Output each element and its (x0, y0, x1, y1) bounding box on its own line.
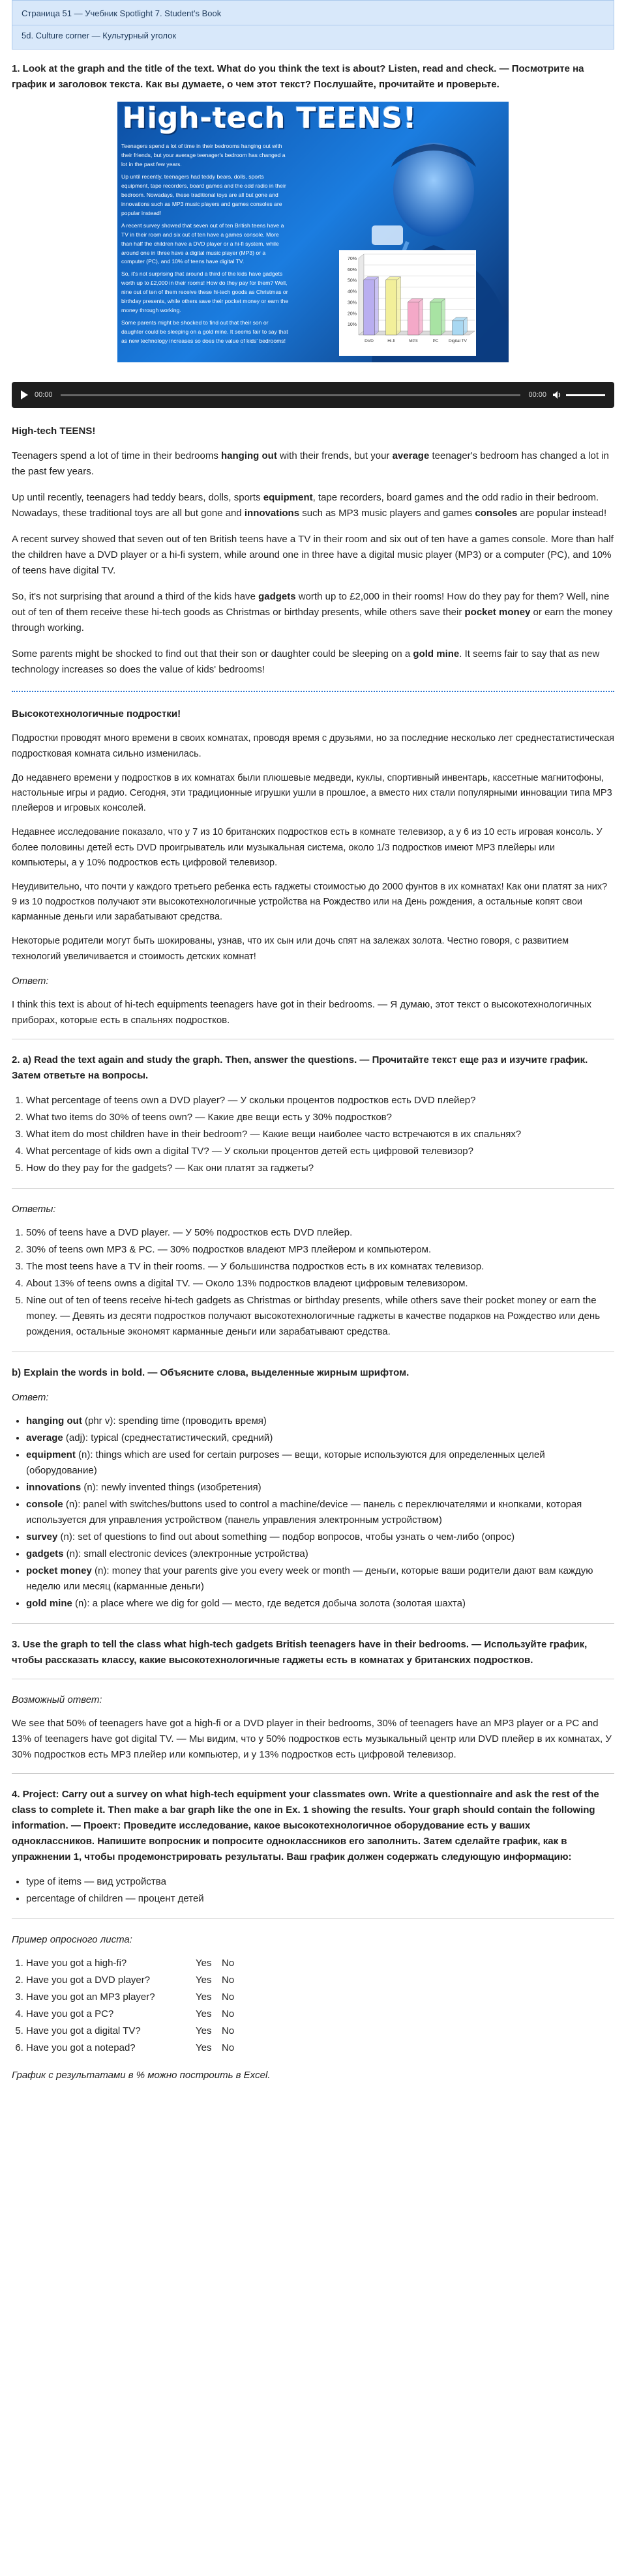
bold-word: consoles (475, 508, 518, 519)
survey-list (12, 1956, 614, 2056)
bold-word: innovations (244, 508, 300, 519)
bold-word: equipment (263, 492, 313, 504)
survey-item (26, 2023, 614, 2039)
glossary-item (26, 1596, 614, 1612)
possible-answer-label: Возможный ответ: (12, 1694, 102, 1705)
glossary-def: (phr v): spending time (проводить время) (82, 1415, 267, 1426)
yes-option: Yes (196, 1974, 212, 1986)
audio-current-time: 00:00 (35, 390, 53, 399)
text: , tape recorders, board games and the odd radio in their bedroom. Nowadays, these traditional toys are all but gone and (12, 492, 599, 519)
yes-option: Yes (196, 1991, 212, 2003)
chart-bar (363, 280, 374, 335)
answer-3: We see that 50% of teenagers have got a high-fi or a DVD player in their bedrooms, 30% of teenagers have an MP3 player or a PC and 13% of teenagers have got digital TV. — Мы видим, что у 50% подростков есть музыкальный центр или DVD плейер в их комнатах, У 30% подростков есть MP3 плейер или компьютер, и у 13% подростков есть цифровой телевизор. (12, 1717, 612, 1760)
bold-word: gold mine (413, 648, 460, 660)
no-option: No (222, 2025, 235, 2036)
text: . It seems fair to say that as new technology increases so does the value of kids' bedrooms! (12, 648, 600, 676)
paragraph-ru: Неудивительно, что почти у каждого третьего ребенка есть гаджеты стоимостью до 2000 фунтов в их комнатах! Как они платят за них? 9 из 10 подростков получают эти высокотехнологичные устройства на Рождество или на День рождения, а остальные копят свои карманные деньги или зарабатывают средства. (12, 881, 608, 923)
paragraph-en-5 (12, 646, 614, 678)
questions-list (12, 1093, 614, 1176)
glossary-def: (n): panel with switches/buttons used to control a machine/device — панель с переключателями и кнопками, которая используется для управления устройством (панель управления электронным устройством) (26, 1498, 582, 1526)
survey-question: Have you got a PC? (26, 2008, 114, 2019)
answers-list (12, 1225, 614, 1340)
chart-tick-label: 10% (347, 323, 357, 328)
paragraph-en-2 (12, 490, 614, 521)
text: Teenagers spend a lot of time in their bedrooms (12, 450, 222, 462)
audio-progress-bar[interactable] (61, 394, 521, 396)
glossary-def: (n): money that your parents give you every week or month — деньги, которые ваши родители дают вам каждую неделю или месяц (карманные деньги) (26, 1565, 593, 1592)
text: worth up to £2,000 in their rooms! How do they pay for them? Well, nine out of ten of them receive these hi-tech goods as Christmas or birthday presents, while others save their (12, 591, 610, 618)
volume-icon[interactable] (553, 391, 562, 399)
figure-wrap (12, 102, 614, 368)
list-item: 1. What percentage of teens own a DVD player? — У скольки процентов подростков есть DVD плейер? (26, 1093, 614, 1108)
poster-paragraph: Up until recently, teenagers had teddy bears, dolls, sports equipment, tape recorders, board games and the odd radio in their bedroom. Nowadays, these traditional toys are all but gone and innovations such as MP3 music players and games consoles are popular instead! (121, 173, 286, 216)
chart-category-label: DVD (365, 339, 374, 344)
paragraph-en-4 (12, 589, 614, 636)
poster-paragraph: Some parents might be shocked to find out that their son or daughter could be sleeping on a gold mine. It seems fair to say that as new technology increases so does the value of kids' bedrooms! (121, 319, 288, 344)
survey-question: Have you got a DVD player? (26, 1974, 151, 1986)
glossary-def: (n): set of questions to find out about something — подбор вопросов, чтобы узнать о чем-либо (опрос) (57, 1531, 515, 1542)
chart-bar (430, 302, 441, 336)
yes-option: Yes (196, 2025, 212, 2036)
glossary-item (26, 1447, 614, 1479)
survey-question: Have you got a digital TV? (26, 2025, 141, 2036)
answer-1: I think this text is about of hi-tech equipments teenagers have got in their bedrooms. — Я думаю, этот текст о высокотехнологичных приборах, которые есть в спальнях подростков. (12, 998, 592, 1026)
chart-side-wall (359, 254, 364, 335)
chart-tick-label: 70% (347, 257, 357, 262)
task-1: 1. Look at the graph and the title of the text. What do you think the text is about? Listen, read and check. — Посмотрите на график и заголовок текста. Как вы думаете, о чем этот текст? Послушайте, прочитайте и проверьте. (12, 63, 584, 91)
list-item: 4. What percentage of kids own a digital TV? — У скольки процентов детей есть цифровой телевизор? (26, 1144, 614, 1159)
glossary-item (26, 1497, 614, 1528)
paragraph-en-3: A recent survey showed that seven out of ten British teens have a TV in their room and six out of ten have a games console. More than half the children have a DVD player or a hi-fi system, while around one in three have a digital music player (MP3) or a computer (PC), and 10% of teens have digital TV. (12, 534, 614, 577)
chart-tick-label: 60% (347, 268, 357, 273)
dotted-divider (12, 691, 614, 692)
glossary-word: pocket money (26, 1565, 92, 1576)
chart-category-label: MP3 (409, 339, 418, 344)
section-title: 5d. Culture corner — Культурный уголок (22, 30, 177, 40)
list-item: 5. Nine out of ten of teens receive hi-tech gadgets as Christmas or birthday presents, while others save their pocket money or earn the money. — Девять из десяти подростков получают высокотехнологичные гаджеты в качестве подарков на Рождество или день рождения, остальные экономят карманные деньги или зарабатывают средства. (26, 1293, 614, 1340)
chart-category-label: Digital TV (448, 339, 468, 344)
yes-option: Yes (196, 2042, 212, 2053)
list-item: 5. How do they pay for the gadgets? — Как они платят за гаджеты? (26, 1161, 614, 1176)
chart-tick-label: 20% (347, 311, 357, 317)
answer-label: Ответ: (12, 1391, 49, 1403)
glossary-def: (n): newly invented things (изобретения) (81, 1481, 261, 1493)
no-option: No (222, 1974, 235, 1986)
translation-ru (12, 706, 614, 964)
chart-bar (452, 321, 463, 335)
paragraph-ru: До недавнего времени у подростков в их комнатах были плюшевые медведи, куклы, спортивный инвентарь, кассетные магнитофоны, настольные игры и радио. Сегодня, эти традиционные игрушки ушли в прошлое, а вместо них стали популярными инновации типа MP3 плейеров и игровых консолей. (12, 772, 612, 814)
glossary-list (12, 1413, 614, 1612)
glossary-def: (n): a place where we dig for gold — место, где ведется добыча золота (золотая шахта) (72, 1597, 466, 1609)
no-option: No (222, 1991, 235, 2003)
glossary-word: hanging out (26, 1415, 82, 1426)
survey-item (26, 1956, 614, 1971)
glossary-item (26, 1563, 614, 1595)
poster-paragraph: Teenagers spend a lot of time in their bedrooms hanging out with their friends, but your average teenager's bedroom has changed a lot in the past few years. (121, 143, 286, 168)
glossary-word: gadgets (26, 1548, 64, 1559)
text: Up until recently, teenagers had teddy bears, dolls, sports (12, 492, 263, 504)
no-option: No (222, 2042, 235, 2053)
audio-player (12, 382, 614, 408)
list-item: 2. What two items do 30% of teens own? — Какие две вещи есть у 30% подростков? (26, 1110, 614, 1125)
text: with their frends, but your (276, 450, 393, 462)
glossary-def: (n): things which are used for certain purposes — вещи, которые используются для определенных целей (оборудование) (26, 1449, 545, 1476)
glossary-item (26, 1430, 614, 1446)
poster-paragraph: A recent survey showed that seven out of ten British teens have a TV in their room and six out of ten have a games console. More than half the children have a DVD player or a hi-fi system, while around one in three have a digital music player (MP3) or a computer (PC), and 10% of teens have digital TV. (121, 222, 284, 265)
divider (12, 1918, 614, 1919)
survey-label: Пример опросного листа: (12, 1933, 132, 1945)
glossary-word: innovations (26, 1481, 82, 1493)
text: are popular instead! (517, 508, 607, 519)
poster-text (121, 142, 290, 349)
text-title-ru: Высокотехнологичные подростки! (12, 708, 181, 720)
glossary-item (26, 1529, 614, 1545)
glossary-word: survey (26, 1531, 58, 1542)
paragraph-ru: Недавнее исследование показало, что у 7 из 10 британских подростков есть в комнате телевизор, а у 6 из 10 есть игровая консоль. У более половины детей есть DVD проигрыватель или музыкальная система, около 1/3 подростков имеют MP3 плейеры или компьютеры, а у 10% подростков есть цифровой телевизор. (12, 827, 603, 868)
chart-bar-side (441, 299, 445, 336)
chart-bar (385, 280, 396, 335)
survey-item (26, 1990, 614, 2005)
list-item: 2. 30% of teens own MP3 & PC. — 30% подростков владеют MP3 плейером и компьютером. (26, 1242, 614, 1258)
bold-word: average (392, 450, 430, 462)
text-title-en: High-tech TEENS! (12, 426, 96, 437)
text: teenager's bedroom has changed a lot in the past few years. (12, 450, 609, 478)
divider (12, 1773, 614, 1774)
bar-chart-svg (339, 250, 476, 356)
chart-tick-label: 30% (347, 300, 357, 306)
glossary-word: gold mine (26, 1597, 72, 1609)
play-icon[interactable] (21, 390, 28, 399)
survey-item (26, 2040, 614, 2056)
glossary-item (26, 1413, 614, 1429)
survey-question: Have you got a high-fi? (26, 1957, 127, 1969)
divider (12, 1623, 614, 1624)
no-option: No (222, 1957, 235, 1969)
chart-bar (408, 302, 419, 336)
glossary-word: console (26, 1498, 63, 1510)
text: Some parents might be shocked to find out that their son or daughter could be sleeping on a (12, 648, 413, 660)
bold-word: hanging out (221, 450, 277, 462)
text: So, it's not surprising that around a third of the kids have (12, 591, 259, 603)
task-4: 4. Project: Carry out a survey on what high-tech equipment your classmates own. Write a questionnaire and ask the rest of the class to complete it. Then make a bar graph like the one in Ex. 1 showing the results. Your graph should contain the following information. — Проект: Проведите исследование, какое высокотехнологичное оборудование есть у ваших одноклассников. Напишите вопросник и попросите одноклассников его заполнить. Затем сделайте график, как в упражнении 1, чтобы продемонстрировать результаты. Ваш график должен содержать следующую информацию: (12, 1788, 599, 1862)
bar-chart (339, 250, 476, 356)
chart-bar-side (374, 277, 378, 335)
glossary-item (26, 1480, 614, 1496)
no-option: No (222, 2008, 235, 2019)
survey-item (26, 1973, 614, 1988)
list-item: • type of items — вид устройства (26, 1874, 614, 1890)
answer-label: Ответ: (12, 975, 49, 987)
chart-category-label: Hi-fi (387, 339, 395, 344)
paragraph-en-1 (12, 448, 614, 480)
chart-bar-side (396, 277, 400, 335)
poster-image (117, 102, 509, 362)
text: or earn the money through working. (12, 607, 613, 634)
text: such as MP3 music players and games (299, 508, 475, 519)
breadcrumb[interactable]: Страница 51 — Учебник Spotlight 7. Student's Book (22, 8, 222, 18)
list-item: • percentage of children — процент детей (26, 1891, 614, 1907)
poster-paragraph: So, it's not surprising that around a third of the kids have gadgets worth up to £2,000 in their rooms! How do they pay for them? Well, nine out of ten of them receive these hi-tech goods as Christmas or birthday presents, while others save their pocket money or earn the money through working. (121, 270, 289, 314)
chart-category-label: PC (432, 339, 439, 344)
glossary-def: (adj): typical (среднестатистический, средний) (63, 1432, 273, 1443)
glossary-word: average (26, 1432, 63, 1443)
footer-note: График с результатами в % можно построить в Excel. (12, 2069, 271, 2081)
paragraph-ru: Подростки проводят много времени в своих комнатах, проводя время с друзьями, но за последние несколько лет среднестатистическая подростковая комната сильно изменилась. (12, 733, 614, 759)
yes-option: Yes (196, 1957, 212, 1969)
list-item: 3. The most teens have a TV in their rooms. — У большинства подростков есть в их комнатах телевизор. (26, 1259, 614, 1275)
chart-tick-label: 40% (347, 289, 357, 295)
answers-label: Ответы: (12, 1203, 56, 1215)
audio-duration: 00:00 (528, 390, 546, 399)
bold-word: gadgets (258, 591, 296, 603)
task-2a: 2. a) Read the text again and study the graph. Then, answer the questions. — Прочитайте текст еще раз и изучите график. Затем ответьте на вопросы. (12, 1054, 588, 1081)
survey-question: Have you got an MP3 player? (26, 1991, 155, 2003)
task-2b: b) Explain the words in bold. — Объясните слова, выделенные жирным шрифтом. (12, 1367, 410, 1378)
chart-bar-side (419, 299, 423, 336)
list-item: 3. What item do most children have in their bedroom? — Какие вещи наиболее часто встречаются в их спальнях? (26, 1127, 614, 1142)
glossary-item (26, 1546, 614, 1562)
volume-slider[interactable] (566, 394, 605, 396)
info-list (12, 1874, 614, 1907)
list-item: 4. About 13% of teens owns a digital TV. — Около 13% подростков владеют цифровым телевизором. (26, 1276, 614, 1292)
bold-word: pocket money (464, 607, 531, 618)
paragraph-ru: Некоторые родители могут быть шокированы, узнав, что их сын или дочь спят на залежах золота. Честно говоря, с развитием технологий увеличивается и стоимость детских комнат! (12, 936, 569, 962)
chart-tick-label: 50% (347, 279, 357, 284)
glossary-def: (n): small electronic devices (электронные устройства) (63, 1548, 308, 1559)
survey-question: Have you got a notepad? (26, 2042, 136, 2053)
poster-title: High-tech TEENS! (123, 102, 417, 136)
survey-item (26, 2006, 614, 2022)
yes-option: Yes (196, 2008, 212, 2019)
list-item: 1. 50% of teens have a DVD player. — У 50% подростков есть DVD плейер. (26, 1225, 614, 1241)
glossary-word: equipment (26, 1449, 76, 1460)
top-banner (12, 0, 614, 50)
divider (12, 1188, 614, 1189)
task-3: 3. Use the graph to tell the class what high-tech gadgets British teenagers have in their bedrooms. — Используйте график, чтобы рассказать классу, какие высокотехнологичные гаджеты есть в комнатах у британских подростков. (12, 1638, 588, 1666)
